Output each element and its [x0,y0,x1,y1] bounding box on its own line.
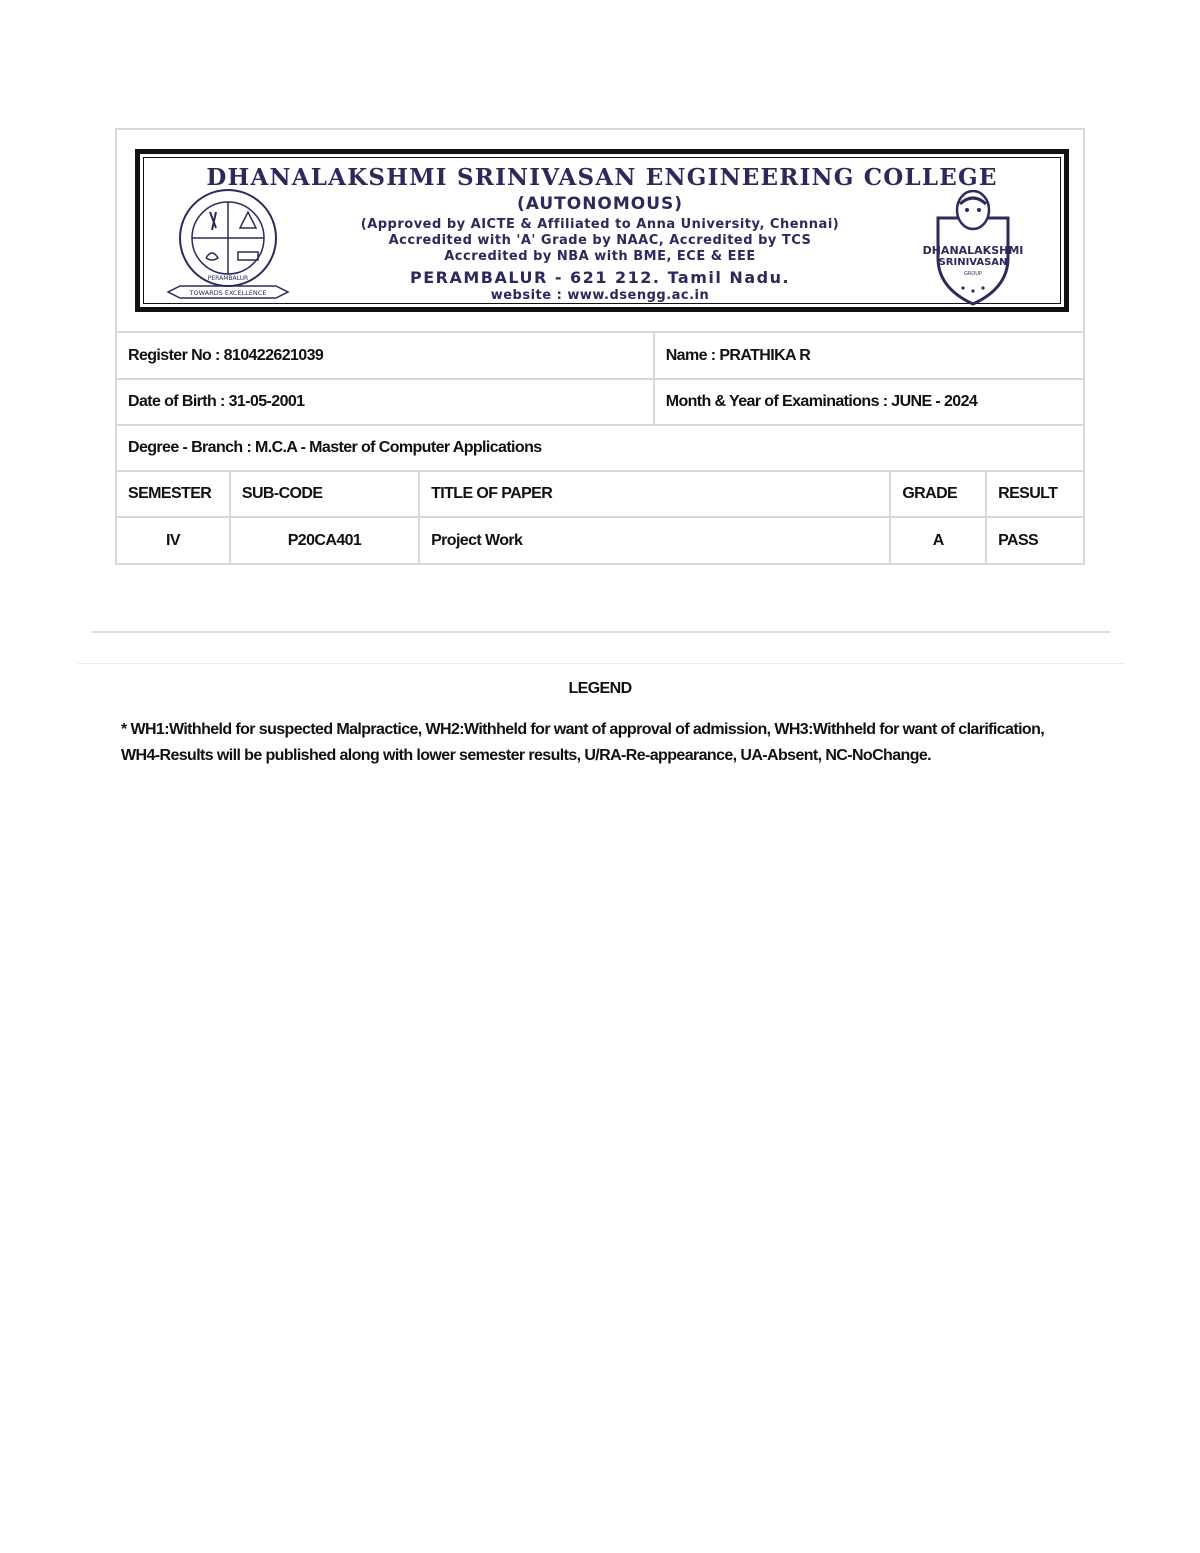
group-logo-line2: SRINIVASAN [938,257,1008,268]
degree-branch: Degree - Branch : M.C.A - Master of Computer Applications [117,425,1083,471]
college-seal-logo [158,188,298,308]
sub-code-value: P20CA401 [230,517,419,563]
accreditation-line: Accredited with 'A' Grade by NAAC, Accredited by TCS [388,233,812,248]
header-grade: GRADE [890,471,986,517]
college-name: DHANALAKSHMI SRINIVASAN ENGINEERING COLLEGE [206,164,998,191]
divider-secondary [78,663,1124,664]
grade-value: A [890,517,986,563]
header-semester: SEMESTER [117,471,230,517]
header-result: RESULT [986,471,1083,517]
divider [92,631,1110,633]
approval-line: (Approved by AICTE & Affiliated to Anna University, Chennai) [360,217,840,232]
college-website: website : www.dsengg.ac.in [490,288,710,303]
register-row [117,333,1083,379]
college-banner-container [117,130,1083,333]
college-address: PERAMBALUR - 621 212. Tamil Nadu. [409,268,791,287]
result-value: PASS [986,517,1083,563]
exam-period: Month & Year of Examinations : JUNE - 2024 [654,379,1083,425]
group-logo-line1: DHANALAKSHMI [922,244,1024,257]
header-sub-code: SUB-CODE [230,471,419,517]
autonomous-status: (AUTONOMOUS) [516,194,684,214]
dob-row [117,379,1083,425]
result-card [115,128,1085,565]
legend-text: * WH1:Withheld for suspected Malpractice, WH2:Withheld for want of approval of admission, WH3:Withheld for want of clarification, WH4-Results will be published along with lower semester results, U/RA-Re-appearance, UA-Absent, NC-NoChange. [121,721,1045,764]
paper-title-value: Project Work [419,517,890,563]
register-number: Register No : 810422621039 [117,333,654,379]
legend-title: LEGEND [568,680,632,697]
date-of-birth: Date of Birth : 31-05-2001 [117,379,654,425]
nba-accreditation-line: Accredited by NBA with BME, ECE & EEE [444,249,756,264]
college-banner [135,149,1069,312]
student-result-table [117,333,1083,563]
result-row [117,517,1083,563]
student-name: Name : PRATHIKA R [654,333,1083,379]
seal-ribbon-text: TOWARDS EXCELLENCE [189,289,267,297]
seal-bottom-text: PERAMBALUR [207,275,249,282]
results-header-row [117,471,1083,517]
group-logo [908,190,1038,308]
group-logo-line3: GROUP [964,271,982,277]
degree-row [117,425,1083,471]
college-details [320,194,880,303]
semester-value: IV [117,517,230,563]
header-title-of-paper: TITLE OF PAPER [419,471,890,517]
